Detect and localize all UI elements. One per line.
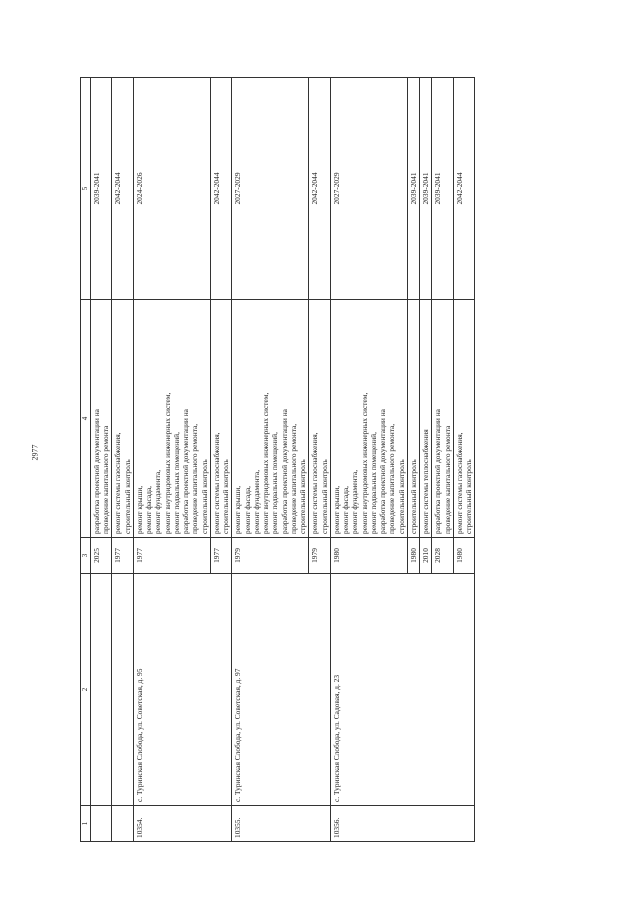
work-description-cell bbox=[210, 300, 232, 538]
work-line: разработка проектной документации на bbox=[181, 409, 190, 534]
work-line: ремонт фасада, bbox=[144, 486, 153, 534]
work-line: строительный контроль bbox=[221, 459, 230, 534]
work-line: проведение капитального ремонта, bbox=[387, 423, 397, 534]
year-cell: 1980 bbox=[330, 538, 407, 574]
work-line: ремонт системы теплоснабжения bbox=[421, 429, 430, 534]
work-description-cell bbox=[432, 300, 454, 538]
address-cell: с. Туринская Слобода, ул. Садовая, д. 23 bbox=[330, 574, 475, 806]
year-cell: 1977 bbox=[210, 538, 232, 574]
row-number-cell: 10354. bbox=[133, 806, 232, 842]
address-cell bbox=[112, 574, 134, 806]
work-line: ремонт внутридомовых инженерных систем, bbox=[359, 392, 369, 534]
period-cell: 2039-2041 bbox=[420, 78, 432, 300]
work-line: ремонт подвальных помещений, bbox=[171, 432, 181, 534]
work-line: ремонт внутридомовых инженерных систем, bbox=[261, 392, 270, 534]
table-row bbox=[232, 78, 309, 842]
row-number-cell: 10356. bbox=[330, 806, 475, 842]
work-line: проведение капитального ремонта, bbox=[190, 423, 200, 534]
work-line: ремонт фундамента, bbox=[251, 469, 261, 534]
year-cell: 1980 bbox=[453, 538, 475, 574]
work-line: разработка проектной документации на bbox=[433, 409, 443, 534]
work-line: разработка проектной документации на bbox=[378, 409, 387, 534]
work-line: ремонт внутридомовых инженерных систем, bbox=[162, 392, 172, 534]
year-cell: 1977 bbox=[112, 538, 134, 574]
period-cell: 2042-2044 bbox=[453, 78, 475, 300]
work-line: ремонт крыши, bbox=[331, 485, 341, 534]
period-cell: 2027-2029 bbox=[330, 78, 407, 300]
year-cell: 1977 bbox=[133, 538, 210, 574]
work-description-cell bbox=[232, 300, 309, 538]
work-line: ремонт фасада, bbox=[341, 486, 350, 534]
column-number-4: 4 bbox=[81, 300, 91, 538]
row-number-cell bbox=[112, 806, 134, 842]
year-cell: 2028 bbox=[432, 538, 454, 574]
work-line: проведение капитального ремонта bbox=[101, 425, 110, 534]
row-number-cell: 10355. bbox=[232, 806, 331, 842]
work-line: ремонт подвальных помещений, bbox=[270, 432, 280, 534]
year-cell: 1979 bbox=[232, 538, 309, 574]
year-cell: 2010 bbox=[420, 538, 432, 574]
year-cell: 1980 bbox=[407, 538, 419, 574]
page-number: 2977 bbox=[30, 444, 40, 461]
work-line: ремонт системы газоснабжения, bbox=[113, 432, 123, 534]
column-number-2: 2 bbox=[81, 574, 91, 806]
period-cell: 2039-2041 bbox=[432, 78, 454, 300]
column-number-3: 3 bbox=[81, 538, 91, 574]
work-description-cell bbox=[112, 300, 134, 538]
work-line: ремонт крыши, bbox=[134, 485, 144, 534]
work-line: ремонт подвальных помещений, bbox=[368, 432, 378, 534]
work-description-cell bbox=[309, 300, 331, 538]
period-cell: 2042-2044 bbox=[210, 78, 232, 300]
work-line: строительный контроль bbox=[408, 459, 418, 534]
work-line: ремонт фундамента, bbox=[153, 469, 163, 534]
address-cell bbox=[90, 574, 112, 806]
work-line: строительный контроль bbox=[298, 459, 307, 534]
period-cell: 2039-2041 bbox=[90, 78, 112, 300]
work-line: ремонт системы газоснабжения, bbox=[211, 432, 221, 534]
work-line: ремонт системы газоснабжения, bbox=[310, 432, 320, 534]
work-line: проведение капитального ремонта, bbox=[288, 423, 298, 534]
work-line: строительный контроль bbox=[319, 459, 329, 534]
table-row bbox=[112, 78, 134, 842]
rotated-table-area bbox=[80, 78, 566, 842]
work-line: ремонт фасада, bbox=[242, 486, 252, 534]
work-description-cell bbox=[133, 300, 210, 538]
work-line: ремонт системы газоснабжения, bbox=[454, 432, 464, 534]
table-row bbox=[330, 78, 407, 842]
year-cell: 2025 bbox=[90, 538, 112, 574]
period-cell: 2039-2041 bbox=[407, 78, 419, 300]
work-description-cell bbox=[407, 300, 419, 538]
work-line: разработка проектной документации на bbox=[279, 409, 289, 534]
table-row bbox=[133, 78, 210, 842]
work-line: строительный контроль bbox=[122, 459, 132, 534]
work-description-cell bbox=[420, 300, 432, 538]
work-line: строительный контроль bbox=[464, 459, 473, 534]
work-line: строительный контроль bbox=[396, 459, 406, 534]
work-line: ремонт фундамента, bbox=[350, 469, 360, 534]
year-cell: 1979 bbox=[309, 538, 331, 574]
work-description-cell bbox=[90, 300, 112, 538]
row-number-cell bbox=[90, 806, 112, 842]
period-cell: 2042-2044 bbox=[112, 78, 134, 300]
work-description-cell bbox=[330, 300, 407, 538]
table-body bbox=[90, 78, 475, 842]
work-line: ремонт крыши, bbox=[233, 485, 243, 534]
address-cell: с. Туринская Слобода, ул. Советская, д. 97 bbox=[232, 574, 331, 806]
period-cell: 2027-2029 bbox=[232, 78, 309, 300]
column-number-1: 1 bbox=[81, 806, 91, 842]
work-line: строительный контроль bbox=[199, 459, 209, 534]
address-cell: с. Туринская Слобода, ул. Советская, д. 95 bbox=[133, 574, 232, 806]
column-number-5: 5 bbox=[81, 78, 91, 300]
capital-repair-table bbox=[80, 77, 475, 842]
work-line: разработка проектной документации на bbox=[91, 409, 101, 534]
period-cell: 2042-2044 bbox=[309, 78, 331, 300]
work-line: проведение капитального ремонта bbox=[442, 425, 452, 534]
table-row bbox=[90, 78, 112, 842]
column-number-row bbox=[81, 78, 91, 842]
work-description-cell bbox=[453, 300, 475, 538]
period-cell: 2024-2026 bbox=[133, 78, 210, 300]
